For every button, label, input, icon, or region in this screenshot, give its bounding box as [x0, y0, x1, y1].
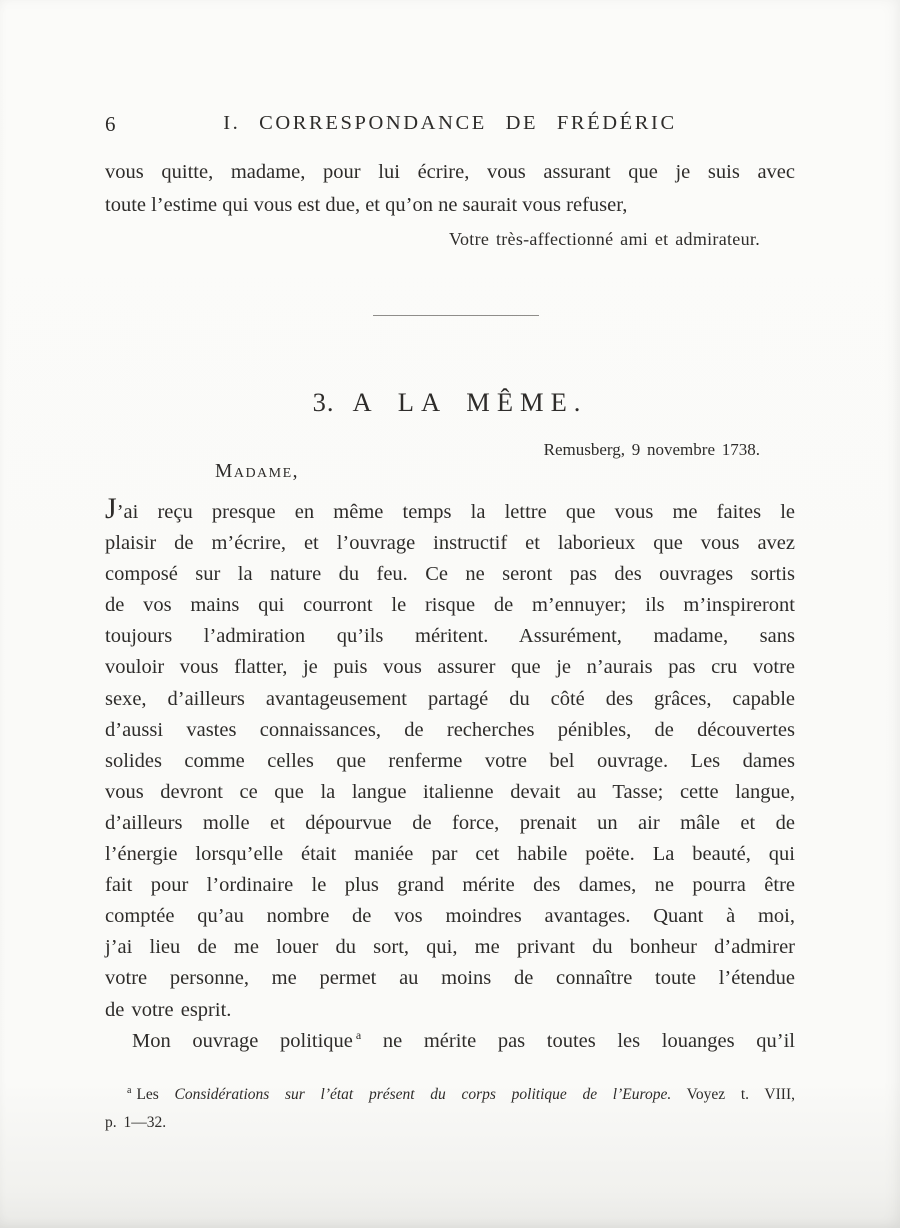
footnote-line [105, 1081, 795, 1109]
running-head [105, 112, 795, 142]
text-line: de votre esprit. [105, 998, 232, 1021]
letter-number: 3. [312, 387, 335, 417]
text-line [105, 1026, 795, 1057]
text-line: solides comme celles que renferme votre bel ouvrage. Les dames [105, 749, 795, 772]
footnote-lead: Les [136, 1086, 175, 1103]
section-divider-rule [373, 315, 539, 316]
text-line: vouloir vous flatter, je puis vous assurer que je n’aurais pas cru votre [105, 656, 795, 679]
text-line: plaisir de m’écrire, et l’ouvrage instructif et laborieux que vous avez [105, 532, 795, 555]
page-number: 6 [105, 112, 116, 136]
text-line: d’aussi vastes connaissances, de recherches pénibles, de découvertes [105, 718, 795, 741]
footnote-tail: Voyez t. VIII, [671, 1086, 795, 1103]
text-line: toujours l’admiration qu’ils méritent. Assurément, madame, sans [105, 625, 795, 648]
footnote-line: p. 1—32. [105, 1113, 167, 1131]
letter-signature: Votre très-affectionné ami et admirateur. [448, 229, 760, 249]
dateline: Remusberg, 9 novembre 1738. [543, 440, 760, 459]
text-line: votre personne, me permet au moins de connaître toute l’étendue [105, 967, 795, 990]
text-line: j’ai lieu de me louer du sort, qui, me privant du bonheur d’admirer [105, 936, 795, 959]
text-line: vous quitte, madame, pour lui écrire, vous assurant que je suis avec [105, 161, 795, 183]
opening-initial: J [105, 492, 117, 525]
footnote [105, 1081, 795, 1136]
text-line: vous devront ce que la langue italienne devait au Tasse; cette langue, [105, 780, 795, 803]
footnote-marker: a [127, 1084, 132, 1096]
text-line [105, 492, 795, 528]
footnote-reference-marker: a [355, 1027, 362, 1042]
second-para-rest: ne mérite pas toutes les louanges qu’il [361, 1029, 795, 1052]
running-title: I. CORRESPONDANCE DE FRÉDÉRIC [223, 112, 677, 134]
letter-title: A LA MÊME. [352, 387, 588, 417]
text-line: comptée qu’au nombre de vos moindres avantages. Quant à moi, [105, 905, 795, 928]
text-line: toute l’estime qui vous est due, et qu’on ne saurait vous refuser, [105, 194, 628, 216]
letter-heading [0, 387, 900, 418]
text-line: l’énergie lorsqu’elle était maniée par cet habile poëte. La beauté, qui [105, 843, 795, 866]
footnote-work-title: Considérations sur l’état présent du corps politique de l’Europe. [174, 1086, 672, 1103]
text-line: de vos mains qui courront le risque de m’ennuyer; ils m’inspireront [105, 594, 795, 617]
previous-letter-ending [105, 156, 795, 222]
second-para-start: Mon ouvrage politique [132, 1029, 353, 1052]
opening-rest: ’ai reçu presque en même temps la lettre que vous me faites le [116, 501, 795, 523]
text-line: sexe, d’ailleurs avantageusement partagé du côté des grâces, capable [105, 687, 795, 710]
salutation: Madame, [215, 461, 300, 482]
text-line: composé sur la nature du feu. Ce ne seront pas des ouvrages sortis [105, 563, 795, 586]
letter-body [105, 492, 795, 1057]
text-line: d’ailleurs molle et dépourvue de force, prenait un air mâle et de [105, 811, 795, 834]
text-line: fait pour l’ordinaire le plus grand mérite des dames, ne pourra être [105, 874, 795, 897]
